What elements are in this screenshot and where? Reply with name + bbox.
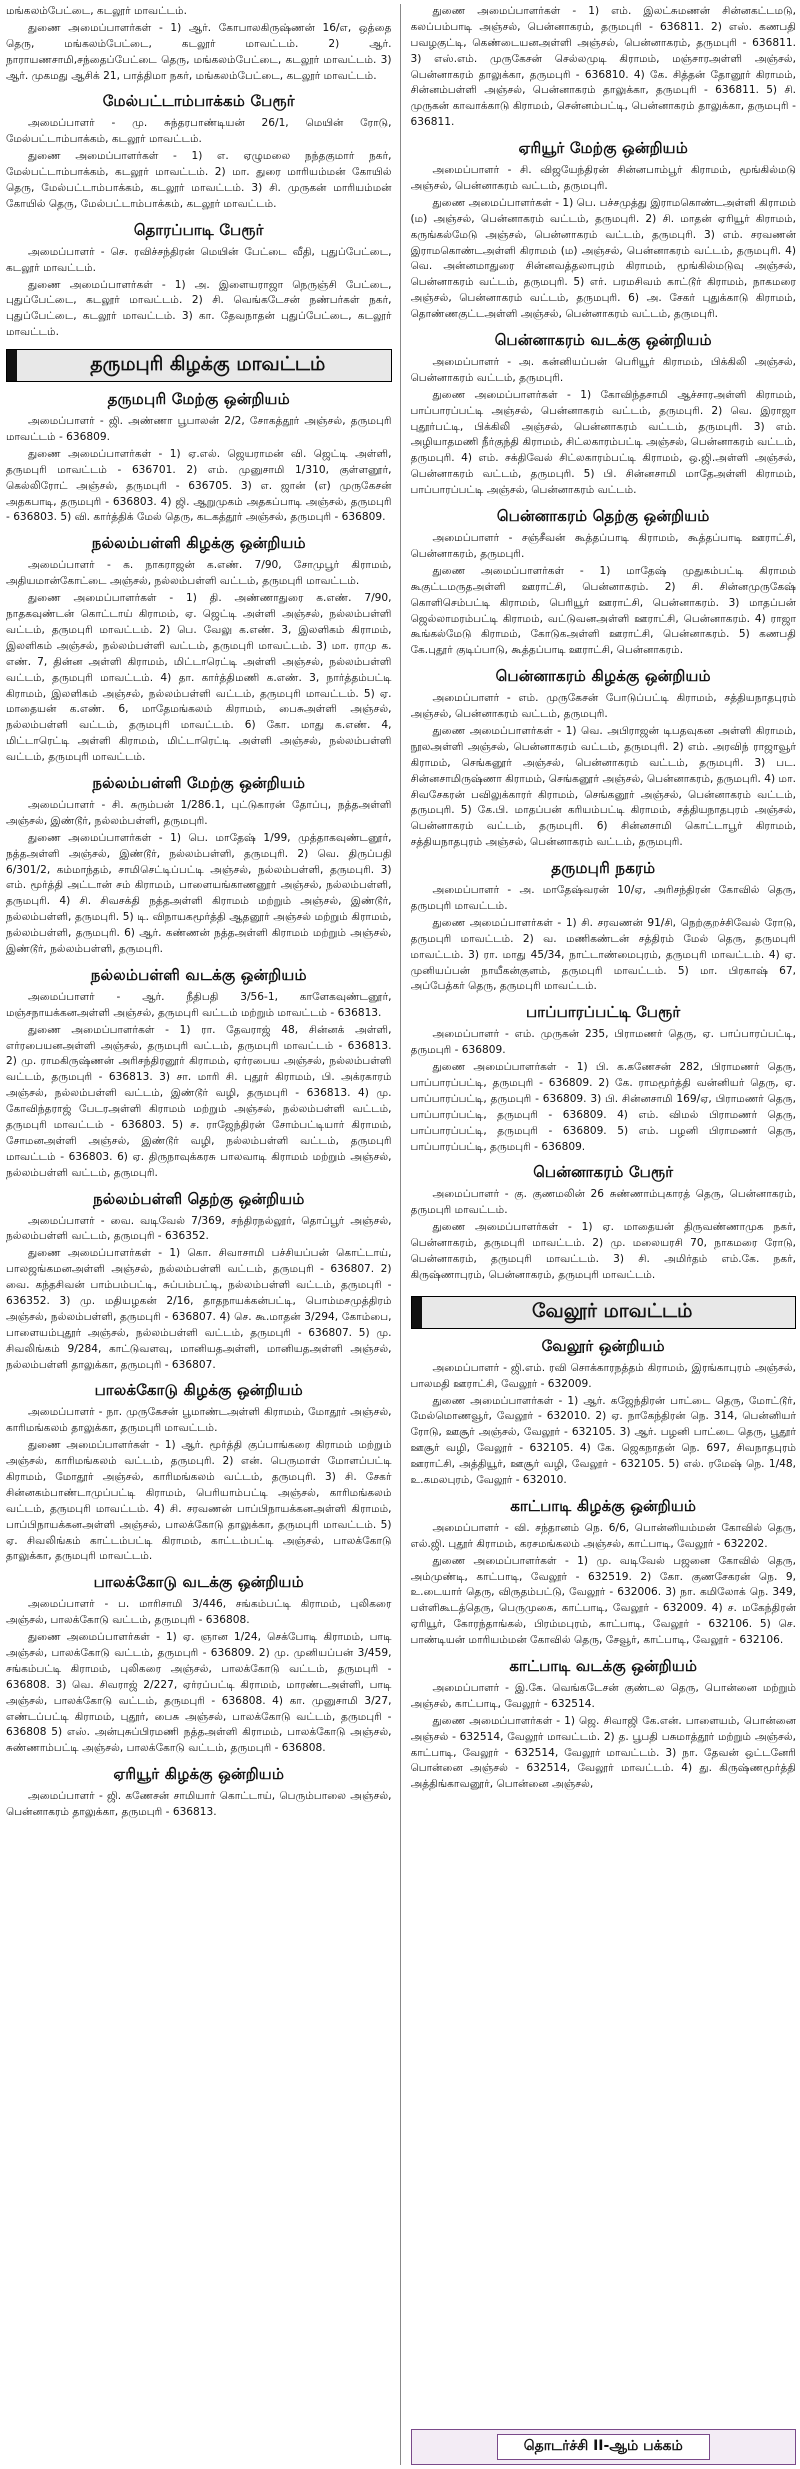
section-heading: பென்னாகரம் தெற்கு ஒன்றியம் <box>496 507 710 526</box>
section-heading: ஏரியூர் மேற்கு ஒன்றியம் <box>518 139 689 158</box>
paragraph: துணை அமைப்பாளர்கள் - 1) சி. சரவணன் 91/சி, நெற்குறச்சிவேல் ரோடு, தருமபுரி மாவட்டம். 2) வ. மணிகண்டன் சத்திரம் மேல் தெரு, தருமபுரி மாவட்டம். 3) ரா. மாது 45/34, நாட்டாண்மைபுரம், தருமபுரி மாவட்டம். 4) ஏ. முனியப்பன் நாயீகன்குளம், தருமபுரி மாவட்டம். 5) மா. பிரகாஷ் 67, அப்பேத்கர் தெரு, தருமபுரி மாவட்டம். <box>410 916 796 993</box>
paragraph: துணை அமைப்பாளர்கள் - 1) ஏ. மாதையன் திருவண்ணாமுக நகர், பென்னாகரம், தருமபுரி மாவட்டம். 2) மு. மலையரசி 70, நாகமரை ரோடு, பென்னாகரம், தருமபுரி மாவட்டம். 3) சி. அமிர்தம் எம்.கே. நகர், கிருஷ்ணாபுரம், பென்னாகரம், தருமபுரி மாவட்டம். <box>410 1221 796 1281</box>
paragraph: துணை அமைப்பாளர்கள் - 1) பெ. மாதேஷ் 1/99, முத்தாகவுண்டனூர், நத்தஅள்ளி அஞ்சல், இண்டூர், நல்லம்பள்ளி, தருமபுரி. 2) வெ. திருப்பதி 6/301/2, கம்மாந்தம், சாமிசெட்டிப்பட்டி அஞ்சல், நல்லம்பள்ளி, தருமபுரி. 3) எம். மூர்த்தி அட்டான் சம் கிராமம், பாளையங்காணனூர் அஞ்சல், நல்லம்பள்ளி, தருமபுரி. 4) சி. சிவசக்தி நத்தஅள்ளி கிராமம் மற்றும் அஞ்சல், இண்டூர், நல்லம்பள்ளி, தருமபுரி. 5) டி. விநாயகமூர்த்தி ஆதனூர் அஞ்சல் மற்றும் கிராமம், நல்லம்பள்ளி, தருமபுரி. 6) ஆர். கண்ணன் நத்தஅள்ளி கிராமம் மற்றும் அஞ்சல், இண்டூர், நல்லம்பள்ளி, தருமபுரி. <box>6 831 392 955</box>
section-heading: தருமபுரி மேற்கு ஒன்றியம் <box>107 390 290 409</box>
section-heading: பாப்பாரப்பட்டி பேரூர் <box>526 1003 681 1022</box>
paragraph: அமைப்பாளர் - வி. சந்தானம் நெ. 6/6, பொன்னியம்மன் கோவில் தெரு, எல்.ஜி. புதூர் கிராமம், கரசமங்கலம் அஞ்சல், காட்பாடி, வேலூர் - 632202. <box>410 1521 796 1550</box>
paragraph: அமைப்பாளர் - அ. கன்னியப்பன் பெரியூர் கிராமம், பிக்கிலி அஞ்சல், பென்னாகரம் வட்டம், தருமபுரி. <box>410 356 796 384</box>
section-heading: காட்பாடி கிழக்கு ஒன்றியம் <box>510 1496 697 1515</box>
section-heading: நல்லம்பள்ளி மேற்கு ஒன்றியம் <box>92 773 306 792</box>
paragraph: துணை அமைப்பாளர்கள் - 1) கொ. சிவாசாமி பச்சியப்பன் கொட்டாய், பாலஜங்கமனஅள்ளி அஞ்சல், நல்லம்பள்ளி வட்டம், தருமபுரி - 636807. 2) வை. கந்தசிவன் பாம்பம்பட்டி, சுப்பம்பட்டி, நல்லம்பள்ளி வட்டம், தருமபுரி - 636352. 3) மு. மதியழகன் 2/16, தாதநாயக்கன்பட்டி, பொம்மசமுத்திரம் அஞ்சல், நல்லம்பள்ளி, தருமபுரி - 636807. 4) செ. கூ.மாதன் 3/294, கோம்பை, பாளையம்புதூர் அஞ்சல், நல்லம்பள்ளி வட்டம், தருமபுரி - 636807. 5) மு. சிவலிங்கம் 9/284, காட்டுவளவு, மானியதஅள்ளி, மானியதஅள்ளி அஞ்சல், நல்லம்பள்ளி தாலுக்கா, தருமபுரி - 636807. <box>6 1247 392 1371</box>
paragraph: அமைப்பாளர் - இ.கே. வெங்கடேசன் குண்டல தெரு, பொன்னை மற்றும் அஞ்சல், காட்பாடி, வேலூர் - 632514. <box>410 1682 796 1710</box>
paragraph: அமைப்பாளர் - ப. மாரிசாமி 3/446, சங்கம்பட்டி கிராமம், புலிகரை அஞ்சல், பாலக்கோடு வட்டம், தருமபுரி - 636808. <box>6 1598 392 1627</box>
paragraph: துணை அமைப்பாளர்கள் - 1) கோவிந்தசாமி ஆச்சாரஅள்ளி கிராமம், பாப்பாரப்பட்டி அஞ்சல், பென்னாகரம் வட்டம், தருமபுரி. 2) வெ. இராஜா புதூர்பட்டி, பிக்கிலி அஞ்சல், பென்னாகரம் வட்டம், தருமபுரி. 3) எம். அழியாதமணி நீர்குந்தி கிராமம், சிட்லகாரம்பட்டி அஞ்சல், பென்னாகரம் வட்டம், தருமபுரி. 4) எம். சக்திவேல் சிட்லகாரம்பட்டி கிராமம், ஒ.ஜி.அள்ளி அஞ்சல், பென்னாகரம் வட்டம், தருமபுரி. 5) பி. சின்னசாமி மாதேஅள்ளி கிராமம், பாப்பாரப்பட்டி அஞ்சல், பென்னாகரம் வட்டம். <box>410 388 796 497</box>
paragraph: அமைப்பாளர் - வை. வடிவேல் 7/369, சந்திரநல்லூர், தொப்பூர் அஞ்சல், நல்லம்பள்ளி வட்டம், தருமபுரி - 636352. <box>6 1214 392 1243</box>
paragraph: துணை அமைப்பாளர்கள் - 1) எ. ஏழுமலை நந்தகுமார் நகர், மேல்பட்டாம்பாக்கம், கடலூர் மாவட்டம். 2) மா. துரை மாரியம்மன் கோயில் தெரு, மேல்பட்டாம்பாக்கம், கடலூர் மாவட்டம். 3) சி. முருகன் மாரியம்மன் கோயில் தெரு, மேல்பட்டாம்பாக்கம், கடலூர் மாவட்டம். <box>6 150 392 210</box>
paragraph: துணை அமைப்பாளர்கள் - 1) மாதேஷ் முதுகம்பட்டி கிராமம் கூகுட்டமருதஅள்ளி ஊராட்சி, பென்னாகரம். 2) சி. சின்னமுருகேஷ் கொளிசெம்பட்டி கிராமம், பெரியூர் ஊராட்சி, பென்னாகரம். 3) மாதப்பன் ஜெல்லாமரம்பட்டி கிராமம், வட்டுவனஅள்ளி ஊராட்சி, பென்னாகரம். 4) ராஜா கூங்கல்மேடு கிராமம், கோடுகஅள்ளி ஊராட்சி, பென்னாகரம். 5) கணபதி கே.புதூர் குடிப்பாடு, கூத்தப்பாடி ஊராட்சி, பென்னாகரம். <box>410 564 796 657</box>
continued-notice: தொடர்ச்சி II-ஆம் பக்கம் <box>497 2434 710 2460</box>
paragraph: அமைப்பாளர் - எம். முருகேசன் போடுப்பட்டி கிராமம், சத்தியநாதபுரம் அஞ்சல், பென்னாகரம் வட்டம், தருமபுரி. <box>410 692 796 721</box>
paragraph: அமைப்பாளர் - மு. சுந்தரபாண்டியன் 26/1, மெயின் ரோடு, மேல்பட்டாம்பாக்கம், கடலூர் மாவட்டம். <box>6 117 392 146</box>
paragraph: துணை அமைப்பாளர்கள் - 1) அ. இளையராஜா நெருஞ்சி பேட்டை, புதுப்பேட்டை, கடலூர் மாவட்டம். 2) சி. வெங்கடேசன் நண்பர்கள் நகர், புதுப்பேட்டை, கடலூர் மாவட்டம். 3) கா. தேவநாதன் புதுப்பேட்டை, கடலூர் மாவட்டம். <box>6 278 392 339</box>
paragraph: துணை அமைப்பாளர்கள் - 1) மு. வடிவேல் பஜனை கோவில் தெரு, அம்முண்டி, காட்பாடி, வேலூர் - 632519. 2) கோ. குணசேகரன் நெ. 9, உ.டையார் தெரு, விருதம்பட்டு, வேலூர் - 632006. 3) நா. கமிலோக் நெ. 349, பள்ளிகூடத்தெரு, பெருமுகை, காட்பாடி, வேலூர் - 632009. 4) ச. மகேந்திரன் ஏரியூர், கோரந்தாங்கல், பிரம்மபுரம், காட்பாடி, வேலூர் - 632106. 5) செ. பாண்டியன் மாரியம்மன் கோவில் தெரு, சேவூர், காட்பாடி, வேலூர் - 632106. <box>410 1554 796 1647</box>
paragraph: அமைப்பாளர் - நா. முருகேசன் பூமாண்டஅள்ளி கிராமம், மோதூர் அஞ்சல், காரிமங்கலம் தாலுக்கா, தருமபுரி மாவட்டம். <box>6 1406 392 1435</box>
paragraph: அமைப்பாளர் - ஆர். நீதிபதி 3/56-1, காளேகவுண்டனூர், மஞ்சநாயக்கனஅள்ளி அஞ்சல், தருமபுரி வட்டம் மற்றும் மாவட்டம் - 636813. <box>6 990 392 1019</box>
paragraph: துணை அமைப்பாளர்கள் - 1) ஆர். கோபாலகிருஷ்ணன் 16/எ, ஒத்தை தெரு, மங்கலம்பேட்டை, கடலூர் மாவட்டம். 2) ஆர். நாராயணசாமி,சந்தைப்பேட்டை தெரு, மங்கலம்பேட்டை, கடலூர் மாவட்டம். 3) ஆர். முகமது ஆசிக் 21, பாத்திமா நகர், மங்கலம்பேட்டை, கடலூர் மாவட்டம். <box>6 21 392 82</box>
left-column <box>6 4 401 2465</box>
paragraph: அமைப்பாளர் - அ. மாதேஷ்வரன் 10/ஏ, அரிசந்திரன் கோவில் தெரு, தருமபுரி மாவட்டம். <box>410 884 796 912</box>
paragraph: மங்கலம்பேட்டை, கடலூர் மாவட்டம். <box>6 5 187 17</box>
paragraph: துணை அமைப்பாளர்கள் - 1) ஆர். மூர்த்தி குப்பாங்கரை கிராமம் மற்றும் அஞ்சல், காரிமங்கலம் வட்டம், தருமபுரி. 2) என். பெருமாள் மோளப்பட்டி கிராமம், மோதூர் அஞ்சல், காரிமங்கலம் வட்டம், தருமபுரி. 3) சி. சேகர் சின்னகம்பாண்டாமுப்பட்டி கிராமம், பெரியாம்பட்டி அஞ்சல், காரிமங்கலம் வட்டம், தருமபுரி மாவட்டம். 4) சி. சரவணன் பாப்பிநாயக்கனஅள்ளி கிராமம், பாப்பிநாயக்கனஅள்ளி அஞ்சல், பாலக்கோடு தாலுக்கா, தருமபுரி மாவட்டம். 5) ஏ. சிவலிங்கம் காட்டம்பட்டி கிராமம், காட்டம்பட்டி அஞ்சல், பாலக்கோடு தாலுக்கா, தருமபுரி மாவட்டம். <box>6 1439 392 1563</box>
paragraph: அமைப்பாளர் - ஜி. கணேசன் சாமியார் கொட்டாய், பெரும்பாலை அஞ்சல், பென்னாகரம் தாலுக்கா, தருமபுரி - 636813. <box>6 1790 392 1819</box>
section-heading: பாலக்கோடு கிழக்கு ஒன்றியம் <box>94 1381 303 1400</box>
district-banner <box>6 349 392 382</box>
section-heading: பென்னாகரம் பேரூர் <box>533 1163 674 1182</box>
district-banner <box>411 1296 797 1329</box>
district-title: தருமபுரி கிழக்கு மாவட்டம் <box>90 353 326 376</box>
section-heading: பென்னாகரம் வடக்கு ஒன்றியம் <box>494 331 712 350</box>
paragraph: அமைப்பாளர் - ஜி.எம். ரவி சொக்காரநத்தம் கிராமம், இரங்காபுரம் அஞ்சல், பாலமதி ஊராட்சி, வேலூர் - 632009. <box>410 1361 796 1390</box>
right-column <box>411 4 797 2465</box>
paragraph: துணை அமைப்பாளர்கள் - 1) வெ. அபிராஜன் டிபதவுகன அள்ளி கிராமம், நூலஅள்ளி அஞ்சல், பென்னாகரம் வட்டம், தருமபுரி. 2) எம். அரவிந் ராஜாவூர் கிராமம், செங்கனூர் அஞ்சல், பென்னாகரம் வட்டம், தருமபுரி. 3) பட. சின்னசாமிருஷ்ணா கிராமம், செங்கனூர் அஞ்சல், பென்னாகரம், தருமபுரி. 4) மா. சிவசேகரன் பவிலுக்காரர் கிராமம், செங்கனூர் அஞ்சல், பென்னாகரம் வட்டம், தருமபுரி. 5) கே.பி. மாதப்பன் கரியம்பட்டி கிராமம், சத்தியநாதபுரம் அஞ்சல், பென்னாகரம் வட்டம், தருமபுரி. 6) சின்னசாமி கொட்டாபூர் கிராமம், சத்தியநாதபுரம் அஞ்சல், பென்னாகரம் வட்டம், தருமபுரி. <box>410 724 796 849</box>
paragraph: அமைப்பாளர் - சி. விஜயேந்திரன் சின்னபாம்பூர் கிராமம், மூங்கில்மடு அஞ்சல், பென்னாகரம் வட்டம், தருமபுரி. <box>410 164 796 193</box>
paragraph: துணை அமைப்பாளர்கள் - 1) ஜெ. சிவாஜி கே.என். பாளையம், பொன்னை அஞ்சல் - 632514, வேலூர் மாவட்டம். 2) த. பூபதி பசுமாத்தூர் மற்றும் அஞ்சல், காட்பாடி, வேலூர் - 632514, வேலூர் மாவட்டம். 3) நா. தேவன் ஒட்டனேரி பொன்னை அஞ்சல் - 632514, வேலூர் மாவட்டம். 4) து. கிருஷ்ணமூர்த்தி அத்திங்காவனூர், பொன்னை அஞ்சல், <box>410 1714 796 1791</box>
section-heading: வேலூர் ஒன்றியம் <box>541 1336 665 1355</box>
paragraph: அமைப்பாளர் - எம். முருகன் 235, பிராமணர் தெரு, ஏ. பாப்பாரப்பட்டி, தருமபுரி - 636809. <box>410 1028 796 1057</box>
paragraph: துணை அமைப்பாளர்கள் - 1) ஏ.எல். ஜெயராமன் வி. ஜெட்டி அள்ளி, தருமபுரி மாவட்டம் - 636701. 2) எம். முனுசாமி 1/310, குள்ளனூர், கெல்லிரோட் அஞ்சல், தருமபுரி - 636705. 3) எ. ஜான் (எ) முருகேசன் அதகபாடி, தருமபுரி - 636803. 4) ஜி. ஆறுமுகம் அதகப்பாடி அஞ்சல், தருமபுரி - 636803. 5) வி. கார்த்திக் மேல் தெரு, கடகத்தூர் அஞ்சல், தருமபுரி - 636809. <box>6 447 392 524</box>
paragraph: துணை அமைப்பாளர்கள் - 1) பி. க.கணேசன் 282, பிராமணர் தெரு, பாப்பாரப்பட்டி, தருமபுரி - 636809. 2) கே. ராமமூர்த்தி வன்னியர் தெரு, ஏ. பாப்பாரப்பட்டி, தருமபுரி - 636809. 3) பி. சின்னசாமி 169/ஏ, பிராமணர் தெரு, பாப்பாரப்பட்டி, தருமபுரி - 636809. 4) எம். விமல் பிராமணர் தெரு, பாப்பாரப்பட்டி, தருமபுரி - 636809. 5) எம். பழனி பிராமணர் தெரு, பாப்பாரப்பட்டி, தருமபுரி - 636809. <box>410 1061 796 1153</box>
paragraph: அமைப்பாளர் - சஞ்சீவன் கூத்தப்பாடி கிராமம், கூத்தப்பாடி ஊராட்சி, பென்னாகரம், தருமபுரி. <box>410 532 796 560</box>
paragraph: துணை அமைப்பாளர்கள் - 1) பெ. பச்சமுத்து இராமகொண்டஅள்ளி கிராமம் (ம) அஞ்சல், பென்னாகரம் வட்டம், தருமபுரி. 2) சி. மாதன் ஏரியூர் கிராமம், கருங்கல்மேடு அஞ்சல், பென்னாகரம் வட்டம், தருமபுரி. 3) எம். சரவணன் இராமகொண்டஅள்ளி கிராமம் (ம) அஞ்சல், பென்னாகரம் வட்டம், தருமபுரி. 4) வெ. அன்னமாதுரை சின்னவத்தலாபுரம் கிராமம், மூங்கில்மடுவு அஞ்சல், பென்னாகரம் வட்டம், தருமபுரி. 5) எர். பரமசிவம் காட்டூர் கிராமம், நாகமரை அஞ்சல், பென்னாகரம் வட்டம், தருமபுரி. 6) அ. சேகர் புதுக்காடு கிராமம், தொண்ணகுட்டஅள்ளி அஞ்சல், பென்னாகரம் வட்டம், தருமபுரி. <box>410 196 796 321</box>
banner-bar <box>7 350 17 381</box>
section-heading: பென்னாகரம் கிழக்கு ஒன்றியம் <box>495 667 711 686</box>
section-heading: பாலக்கோடு வடக்கு ஒன்றியம் <box>93 1573 304 1592</box>
section-heading: நல்லம்பள்ளி தெற்கு ஒன்றியம் <box>92 1189 305 1208</box>
paragraph: அமைப்பாளர் - ஜி. அண்ணா பூபாலன் 2/2, சோகத்தூர் அஞ்சல், தருமபுரி மாவட்டம் - 636809. <box>6 415 392 444</box>
paragraph: அமைப்பாளர் - கு. குணமலின் 26 சுண்ணாம்புகாரத் தெரு, பென்னாகரம், தருமபுரி மாவட்டம். <box>410 1188 796 1217</box>
paragraph: அமைப்பாளர் - க. நாகராஜன் க.எண். 7/90, சோமுபூர் கிராமம், அதியமான்கோட்டை அஞ்சல், நல்லம்பள்ளி வட்டம், தருமபுரி மாவட்டம். <box>6 559 392 588</box>
paragraph: துணை அமைப்பாளர்கள் - 1) தி. அண்ணாதுரை க.எண். 7/90, நாதகவுண்டன் கொட்டாய் கிராமம், ஏ. ஜெட்டி அள்ளி அஞ்சல், நல்லம்பள்ளி வட்டம், தருமபுரி மாவட்டம். 2) பெ. வேலு க.எண். 3, இலளிகம் கிராமம், இலளிகம் அஞ்சல், நல்லம்பள்ளி வட்டம், தருமபுரி மாவட்டம். 3) மா. ராமு க. எண். 7, தின்ன அள்ளி கிராமம், மிட்டாரெட்டி அள்ளி அஞ்சல், நல்லம்பள்ளி வட்டம், தருமபுரி மாவட்டம். 4) தா. கார்த்திமணி க.எண். 3, நார்த்தம்பட்டி கிராமம், இலளிகம் அஞ்சல், நல்லம்பள்ளி வட்டம், தருமபுரி மாவட்டம். 5) ஏ. மாதையன் க.எண். 6, மாதேமங்கலம் கிராமம், பைசுஅள்ளி அஞ்சல், நல்லம்பள்ளி வட்டம், தருமபுரி மாவட்டம். 6) கோ. மாது க.எண். 4, மிட்டாரெட்டி அள்ளி கிராமம், மிட்டாரெட்டி அள்ளி அஞ்சல், நல்லம்பள்ளி வட்டம், தருமபுரி மாவட்டம். <box>6 592 392 764</box>
section-heading: தருமபுரி நகரம் <box>551 859 656 878</box>
section-heading: தொரப்பாடி பேரூர் <box>133 220 264 239</box>
banner-bar <box>412 1297 422 1328</box>
section-heading: காட்பாடி வடக்கு ஒன்றியம் <box>509 1657 698 1676</box>
section-heading: நல்லம்பள்ளி வடக்கு ஒன்றியம் <box>90 965 307 984</box>
paragraph: துணை அமைப்பாளர்கள் - 1) ரா. தேவராஜ் 48, சின்னக் அள்ளி, எர்ரபையனஅள்ளி அஞ்சல், தருமபுரி வட்டம், தருமபுரி மாவட்டம் - 636813. 2) மு. ராமகிருஷ்ணன் அரிசந்திரனூர் கிராமம், ஏர்ரபைய அஞ்சல், நல்லம்பள்ளி வட்டம், தருமபுரி - 636813. 3) சா. மாரி சி. புதூர் கிராமம், பி. அக்ரகாரம் அஞ்சல், நல்லம்பள்ளி வட்டம், இண்டூர் வழி, தருமபுரி - 636813. 4) மு. கோவிந்தராஜ் பேடரஅள்ளி கிராமம் மற்றும் அஞ்சல், நல்லம்பள்ளி வட்டம், தருமபுரி மாவட்டம் - 636803. 5) ச. ராஜேந்திரன் சோம்பட்டியார் கிராமம், சோமனஅள்ளி அஞ்சல், இண்டூர் வழி, நல்லம்பள்ளி வட்டம், தருமபுரி மாவட்டம் - 636803. 6) ஏ. திருநாவுக்கரசு பாலவாடி கிராமம் மற்றும் அஞ்சல், நல்லம்பள்ளி வட்டம், தருமபுரி. <box>6 1023 392 1179</box>
paragraph: துணை அமைப்பாளர்கள் - 1) ஏ. ஞான 1/24, செக்போடி கிராமம், பாடி அஞ்சல், பாலக்கோடு வட்டம், தருமபுரி - 636809. 2) மு. முனியப்பன் 3/459, சங்கம்பட்டி கிராமம், புலிகரை அஞ்சல், பாலக்கோடு வட்டம், தருமபுரி - 636808. 3) வெ. சிவராஜ் 2/227, ஏர்ரப்பட்டி கிராமம், மாரண்டஅள்ளி, பாடி அஞ்சல், பாலக்கோடு வட்டம், தருமபுரி - 636808. 4) கா. முனுசாமி 3/27, எண்டப்பட்டி கிராமம், புதூர், பைசு அஞ்சல், பாலக்கோடு வட்டம், தருமபுரி - 636808 5) எஸ். அன்புசுப்பிரமணி நத்தஅள்ளி கிராமம், பாலக்கோடு அஞ்சல், சுண்ணாம்பட்டி அஞ்சல், பாலக்கோடு வட்டம், தருமபுரி - 636808. <box>6 1631 392 1755</box>
paragraph: துணை அமைப்பாளர்கள் - 1) ஆர். கஜேந்திரன் பாட்டை தெரு, மோட்டூர், மேல்மொணவூர், வேலூர் - 632010. 2) ஏ. நாகேந்திரன் நெ. 314, பென்னியர் ரோடு, ஊசூர் அஞ்சல், வேலூர் - 632105. 3) ஆர். பழனி பாட்டை தெரு, பூதூர் ஊசூர் வழி, வேலூர் - 632105. 4) கே. ஜெகநாதன் நெ. 697, சிவநாதபுரம் ஊராட்சி, அத்தியூர், ஊசூர் வழி, வேலூர் - 632105. 5) எல். ரமேஷ் நெ. 1/48, உ.கமலபுரம், வேலூர் - 632010. <box>410 1394 796 1487</box>
continued-notice-box <box>411 2429 797 2465</box>
section-heading: மேல்பட்டாம்பாக்கம் பேரூர் <box>102 92 295 111</box>
district-title: வேலூர் மாவட்டம் <box>532 1299 693 1322</box>
paragraph: அமைப்பாளர் - சி. சுரும்பன் 1/286.1, புட்டுகாரன் தோப்பு, நத்தஅள்ளி அஞ்சல், இண்டூர், நல்லம்பள்ளி, தருமபுரி. <box>6 798 392 827</box>
paragraph: அமைப்பாளர் - செ. ரவிச்சந்திரன் மெயின் பேட்டை வீதி, புதுப்பேட்டை, கடலூர் மாவட்டம். <box>6 245 392 274</box>
section-heading: நல்லம்பள்ளி கிழக்கு ஒன்றியம் <box>91 534 306 553</box>
section-heading: ஏரியூர் கிழக்கு ஒன்றியம் <box>113 1765 285 1784</box>
paragraph: துணை அமைப்பாளர்கள் - 1) எம். இலட்சுமணன் சின்னகட்டமடு, கலப்பம்பாடி அஞ்சல், பென்னாகரம், தருமபுரி - 636811. 2) எஸ். கணபதி பவழகுட்டி, கெண்டையனஅள்ளி அஞ்சல், பென்னாகரம், தருமபுரி - 636811. 3) எஸ்.எம். முருகேசன் செல்லமுடி கிராமம், மஞ்சாரஅள்ளி அஞ்சல், பென்னாகரம் தாலுக்கா, தருமபுரி - 636810. 4) கே. சித்தன் தோனூர் கிராமம், சின்னம்பள்ளி அஞ்சல், பென்னாகரம் தாலுக்கா, தருமபுரி - 636811. 5) சி. முருகன் காவாக்காடு கிராமம், சென்னம்பட்டி, பென்னாகரம் தாலுக்கா, தருமபுரி - 636811. <box>410 5 796 129</box>
